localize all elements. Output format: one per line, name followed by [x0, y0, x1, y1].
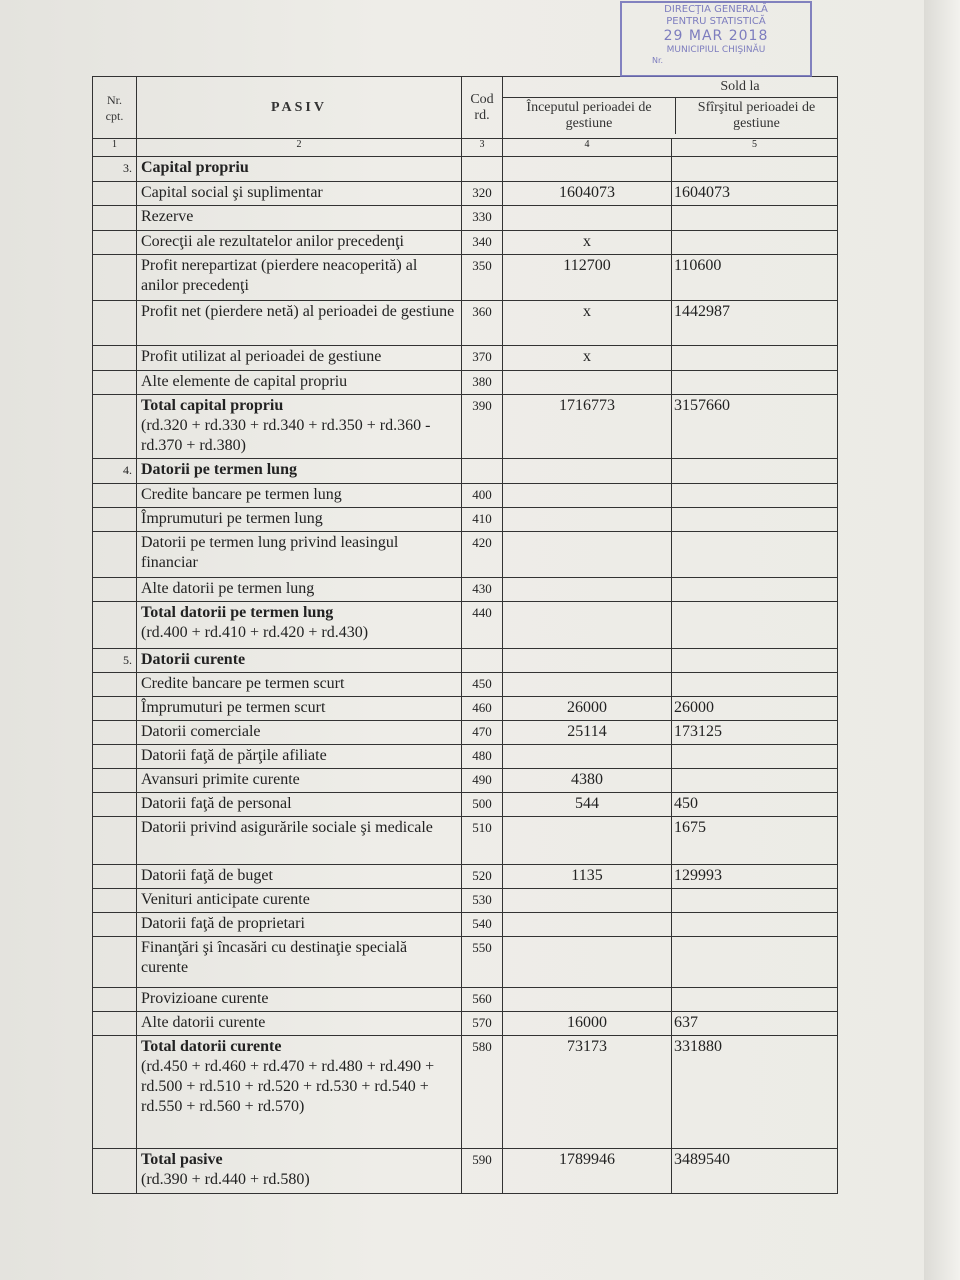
row-label-cell — [137, 532, 462, 578]
row-nr — [93, 673, 137, 697]
row-label: Venituri anticipate curente — [141, 891, 310, 908]
row-start-value — [503, 157, 672, 182]
table-row — [93, 745, 838, 769]
row-cod: 320 — [462, 182, 503, 206]
row-label: Total datorii curente — [141, 1038, 282, 1055]
row-start-value — [503, 532, 672, 578]
row-cod: 450 — [462, 673, 503, 697]
row-start-value: 1135 — [503, 865, 672, 889]
row-start-value — [503, 649, 672, 673]
row-label-cell — [137, 346, 462, 371]
table-row — [93, 578, 838, 602]
row-cod: 330 — [462, 206, 503, 231]
row-start-value: 25114 — [503, 721, 672, 745]
page-edge — [924, 0, 960, 1280]
row-cod: 580 — [462, 1036, 503, 1149]
row-label-cell — [137, 817, 462, 865]
header-inceput: Începutul perioadei de gestiune — [503, 98, 676, 134]
row-cod: 550 — [462, 937, 503, 988]
row-nr — [93, 301, 137, 346]
row-end-value: 3489540 — [672, 1149, 838, 1194]
row-label: Datorii pe termen lung — [141, 461, 297, 478]
row-nr — [93, 817, 137, 865]
row-label: Datorii faţă de personal — [141, 795, 292, 812]
header-sold-la — [503, 77, 838, 139]
row-nr — [93, 532, 137, 578]
table-row — [93, 182, 838, 206]
row-label-cell — [137, 459, 462, 484]
row-end-value — [672, 673, 838, 697]
row-start-value — [503, 988, 672, 1012]
row-cod: 520 — [462, 865, 503, 889]
row-end-value — [672, 206, 838, 231]
row-cod: 570 — [462, 1012, 503, 1036]
table-row — [93, 721, 838, 745]
row-start-value: 26000 — [503, 697, 672, 721]
table-header-row — [93, 77, 838, 139]
row-start-value — [503, 673, 672, 697]
header-nr-cpt: Nr. cpt. — [93, 77, 137, 139]
row-cod: 400 — [462, 484, 503, 508]
row-nr — [93, 721, 137, 745]
row-end-value: 1442987 — [672, 301, 838, 346]
row-start-value — [503, 889, 672, 913]
row-cod — [462, 649, 503, 673]
table-row — [93, 769, 838, 793]
row-cod: 560 — [462, 988, 503, 1012]
stamp-city: MUNICIPIUL CHIŞINĂU — [666, 45, 766, 55]
row-nr — [93, 346, 137, 371]
row-end-value — [672, 532, 838, 578]
row-nr: 3. — [93, 157, 137, 182]
row-end-value: 3157660 — [672, 395, 838, 459]
header-pasiv: PASIV — [137, 77, 462, 139]
row-label: Datorii faţă de părţile afiliate — [141, 747, 327, 764]
row-cod: 370 — [462, 346, 503, 371]
table-row — [93, 793, 838, 817]
row-label-cell — [137, 865, 462, 889]
row-cod: 480 — [462, 745, 503, 769]
row-cod: 540 — [462, 913, 503, 937]
row-label-cell — [137, 484, 462, 508]
row-nr — [93, 988, 137, 1012]
section-row — [93, 459, 838, 484]
row-nr — [93, 913, 137, 937]
row-label-cell — [137, 578, 462, 602]
table-row — [93, 371, 838, 395]
row-label-cell — [137, 913, 462, 937]
row-label: Profit nerepartizat (pierdere neacoperită) al anilor precedenţi — [141, 257, 418, 294]
row-end-value — [672, 988, 838, 1012]
col-num-3: 3 — [462, 139, 503, 157]
sold-la-label: Sold la — [503, 77, 837, 98]
row-label-cell — [137, 721, 462, 745]
row-cod: 440 — [462, 602, 503, 649]
table-row — [93, 346, 838, 371]
row-start-value — [503, 578, 672, 602]
row-label: Alte datorii curente — [141, 1014, 266, 1031]
row-label-cell — [137, 889, 462, 913]
table-row — [93, 913, 838, 937]
row-start-value — [503, 913, 672, 937]
row-label-cell — [137, 157, 462, 182]
row-nr — [93, 1149, 137, 1194]
row-end-value: 637 — [672, 1012, 838, 1036]
row-end-value: 26000 — [672, 697, 838, 721]
row-nr — [93, 508, 137, 532]
row-label: Provizioane curente — [141, 990, 269, 1007]
row-end-value — [672, 371, 838, 395]
stamp-nr: Nr. — [652, 56, 664, 65]
row-cod: 460 — [462, 697, 503, 721]
row-label: Datorii pe termen lung privind leasingul financiar — [141, 534, 399, 571]
row-end-value — [672, 459, 838, 484]
row-start-value: 544 — [503, 793, 672, 817]
table-row — [93, 206, 838, 231]
row-label: Alte datorii pe termen lung — [141, 580, 315, 597]
header-cod-rd: Cod rd. — [462, 77, 503, 139]
row-nr — [93, 865, 137, 889]
row-cod — [462, 459, 503, 484]
row-nr — [93, 484, 137, 508]
row-start-value: 1604073 — [503, 182, 672, 206]
row-end-value — [672, 484, 838, 508]
table-row — [93, 673, 838, 697]
row-start-value — [503, 937, 672, 988]
row-label-cell — [137, 1036, 462, 1149]
row-end-value: 129993 — [672, 865, 838, 889]
table-row — [93, 395, 838, 459]
row-nr — [93, 1036, 137, 1149]
column-number-row — [93, 139, 838, 157]
row-label: Avansuri primite curente — [141, 771, 300, 788]
row-start-value: 4380 — [503, 769, 672, 793]
row-end-value: 1604073 — [672, 182, 838, 206]
row-nr — [93, 769, 137, 793]
row-nr — [93, 182, 137, 206]
row-nr — [93, 206, 137, 231]
row-label: Finanţări şi încasări cu destinaţie specială curente — [141, 939, 408, 976]
row-nr — [93, 1012, 137, 1036]
row-start-value — [503, 745, 672, 769]
row-label: Alte elemente de capital propriu — [141, 373, 348, 390]
row-start-value: x — [503, 346, 672, 371]
table-row — [93, 484, 838, 508]
row-end-value — [672, 649, 838, 673]
row-label: Împrumuturi pe termen lung — [141, 510, 323, 527]
statistics-stamp — [620, 1, 812, 77]
row-label-cell — [137, 395, 462, 459]
row-end-value — [672, 231, 838, 255]
col-num-1: 1 — [93, 139, 137, 157]
row-label: Împrumuturi pe termen scurt — [141, 699, 326, 716]
row-start-value: 112700 — [503, 255, 672, 301]
row-end-value — [672, 578, 838, 602]
table-row — [93, 231, 838, 255]
row-nr — [93, 602, 137, 649]
stamp-line1: DIRECŢIA GENERALĂ — [664, 4, 768, 15]
row-formula: (rd.450 + rd.460 + rd.470 + rd.480 + rd.490 + rd.500 + rd.510 + rd.520 + rd.530 + rd.540 + rd.550 + rd.560 + rd.570) — [141, 1058, 435, 1115]
row-start-value — [503, 459, 672, 484]
row-start-value — [503, 817, 672, 865]
row-cod: 380 — [462, 371, 503, 395]
row-nr — [93, 889, 137, 913]
section-row — [93, 649, 838, 673]
row-label-cell — [137, 1149, 462, 1194]
row-nr — [93, 255, 137, 301]
row-cod: 530 — [462, 889, 503, 913]
row-end-value — [672, 346, 838, 371]
stamp-date: 29 MAR 2018 — [663, 28, 769, 44]
row-label-cell — [137, 937, 462, 988]
row-label-cell — [137, 793, 462, 817]
row-label: Total capital propriu — [141, 397, 284, 414]
table-row — [93, 988, 838, 1012]
col-num-4: 4 — [503, 139, 672, 157]
table-row — [93, 508, 838, 532]
row-start-value — [503, 206, 672, 231]
row-end-value — [672, 769, 838, 793]
row-cod — [462, 157, 503, 182]
row-nr: 4. — [93, 459, 137, 484]
row-cod: 390 — [462, 395, 503, 459]
row-cod: 470 — [462, 721, 503, 745]
row-label-cell — [137, 371, 462, 395]
table-row — [93, 532, 838, 578]
row-start-value: 16000 — [503, 1012, 672, 1036]
row-nr — [93, 793, 137, 817]
table-row — [93, 697, 838, 721]
row-end-value: 1675 — [672, 817, 838, 865]
row-label-cell — [137, 231, 462, 255]
row-cod: 590 — [462, 1149, 503, 1194]
row-label-cell — [137, 745, 462, 769]
row-label-cell — [137, 988, 462, 1012]
row-cod: 510 — [462, 817, 503, 865]
row-start-value: 73173 — [503, 1036, 672, 1149]
row-end-value — [672, 913, 838, 937]
row-start-value: x — [503, 301, 672, 346]
row-end-value: 173125 — [672, 721, 838, 745]
row-nr — [93, 697, 137, 721]
row-cod: 360 — [462, 301, 503, 346]
col-num-2: 2 — [137, 139, 462, 157]
row-label: Credite bancare pe termen lung — [141, 486, 342, 503]
row-start-value — [503, 602, 672, 649]
balance-sheet-table — [92, 76, 838, 1194]
table-row — [93, 817, 838, 865]
table-row — [93, 301, 838, 346]
row-label-cell — [137, 182, 462, 206]
row-end-value — [672, 508, 838, 532]
row-end-value: 450 — [672, 793, 838, 817]
row-cod: 430 — [462, 578, 503, 602]
row-label: Datorii comerciale — [141, 723, 261, 740]
stamp-line2: PENTRU STATISTICĂ — [666, 16, 766, 27]
row-label: Rezerve — [141, 208, 194, 225]
row-nr — [93, 937, 137, 988]
row-start-value: x — [503, 231, 672, 255]
row-start-value: 1789946 — [503, 1149, 672, 1194]
row-cod: 500 — [462, 793, 503, 817]
row-start-value: 1716773 — [503, 395, 672, 459]
table-row — [93, 1036, 838, 1149]
row-label-cell — [137, 602, 462, 649]
row-nr — [93, 395, 137, 459]
table-row — [93, 1012, 838, 1036]
table-row — [93, 255, 838, 301]
table-row — [93, 937, 838, 988]
row-end-value — [672, 889, 838, 913]
row-start-value — [503, 484, 672, 508]
row-label: Profit net (pierdere netă) al perioadei de gestiune — [141, 303, 455, 320]
row-label: Credite bancare pe termen scurt — [141, 675, 345, 692]
row-formula: (rd.320 + rd.330 + rd.340 + rd.350 + rd.360 - rd.370 + rd.380) — [141, 417, 431, 454]
row-end-value — [672, 745, 838, 769]
row-end-value — [672, 937, 838, 988]
row-cod: 340 — [462, 231, 503, 255]
row-label-cell — [137, 255, 462, 301]
row-cod: 410 — [462, 508, 503, 532]
row-label-cell — [137, 697, 462, 721]
row-cod: 350 — [462, 255, 503, 301]
table-row — [93, 865, 838, 889]
section-row — [93, 157, 838, 182]
row-label: Datorii faţă de buget — [141, 867, 273, 884]
row-start-value — [503, 371, 672, 395]
row-label-cell — [137, 649, 462, 673]
row-label-cell — [137, 301, 462, 346]
row-label: Total datorii pe termen lung — [141, 604, 334, 621]
row-end-value: 110600 — [672, 255, 838, 301]
row-nr — [93, 578, 137, 602]
row-label: Capital propriu — [141, 159, 249, 176]
row-label: Corecţii ale rezultatelor anilor precedenţi — [141, 233, 404, 250]
row-formula: (rd.390 + rd.440 + rd.580) — [141, 1171, 310, 1188]
row-nr — [93, 231, 137, 255]
table-row — [93, 889, 838, 913]
row-label: Total pasive — [141, 1151, 223, 1168]
row-label: Capital social şi suplimentar — [141, 184, 323, 201]
row-end-value — [672, 157, 838, 182]
row-label-cell — [137, 508, 462, 532]
row-nr: 5. — [93, 649, 137, 673]
row-label: Datorii curente — [141, 651, 246, 668]
row-formula: (rd.400 + rd.410 + rd.420 + rd.430) — [141, 624, 369, 641]
row-label: Datorii privind asigurările sociale şi medicale — [141, 819, 433, 836]
row-end-value — [672, 602, 838, 649]
row-label-cell — [137, 673, 462, 697]
row-label: Profit utilizat al perioadei de gestiune — [141, 348, 382, 365]
table-row — [93, 1149, 838, 1194]
row-nr — [93, 745, 137, 769]
row-cod: 490 — [462, 769, 503, 793]
row-label-cell — [137, 1012, 462, 1036]
row-nr — [93, 371, 137, 395]
header-sfirsit: Sfîrşitul perioadei de gestiune — [697, 100, 816, 131]
row-cod: 420 — [462, 532, 503, 578]
row-label: Datorii faţă de proprietari — [141, 915, 305, 932]
col-num-5: 5 — [672, 139, 838, 157]
row-end-value: 331880 — [672, 1036, 838, 1149]
row-label-cell — [137, 769, 462, 793]
table-row — [93, 602, 838, 649]
row-label-cell — [137, 206, 462, 231]
row-start-value — [503, 508, 672, 532]
